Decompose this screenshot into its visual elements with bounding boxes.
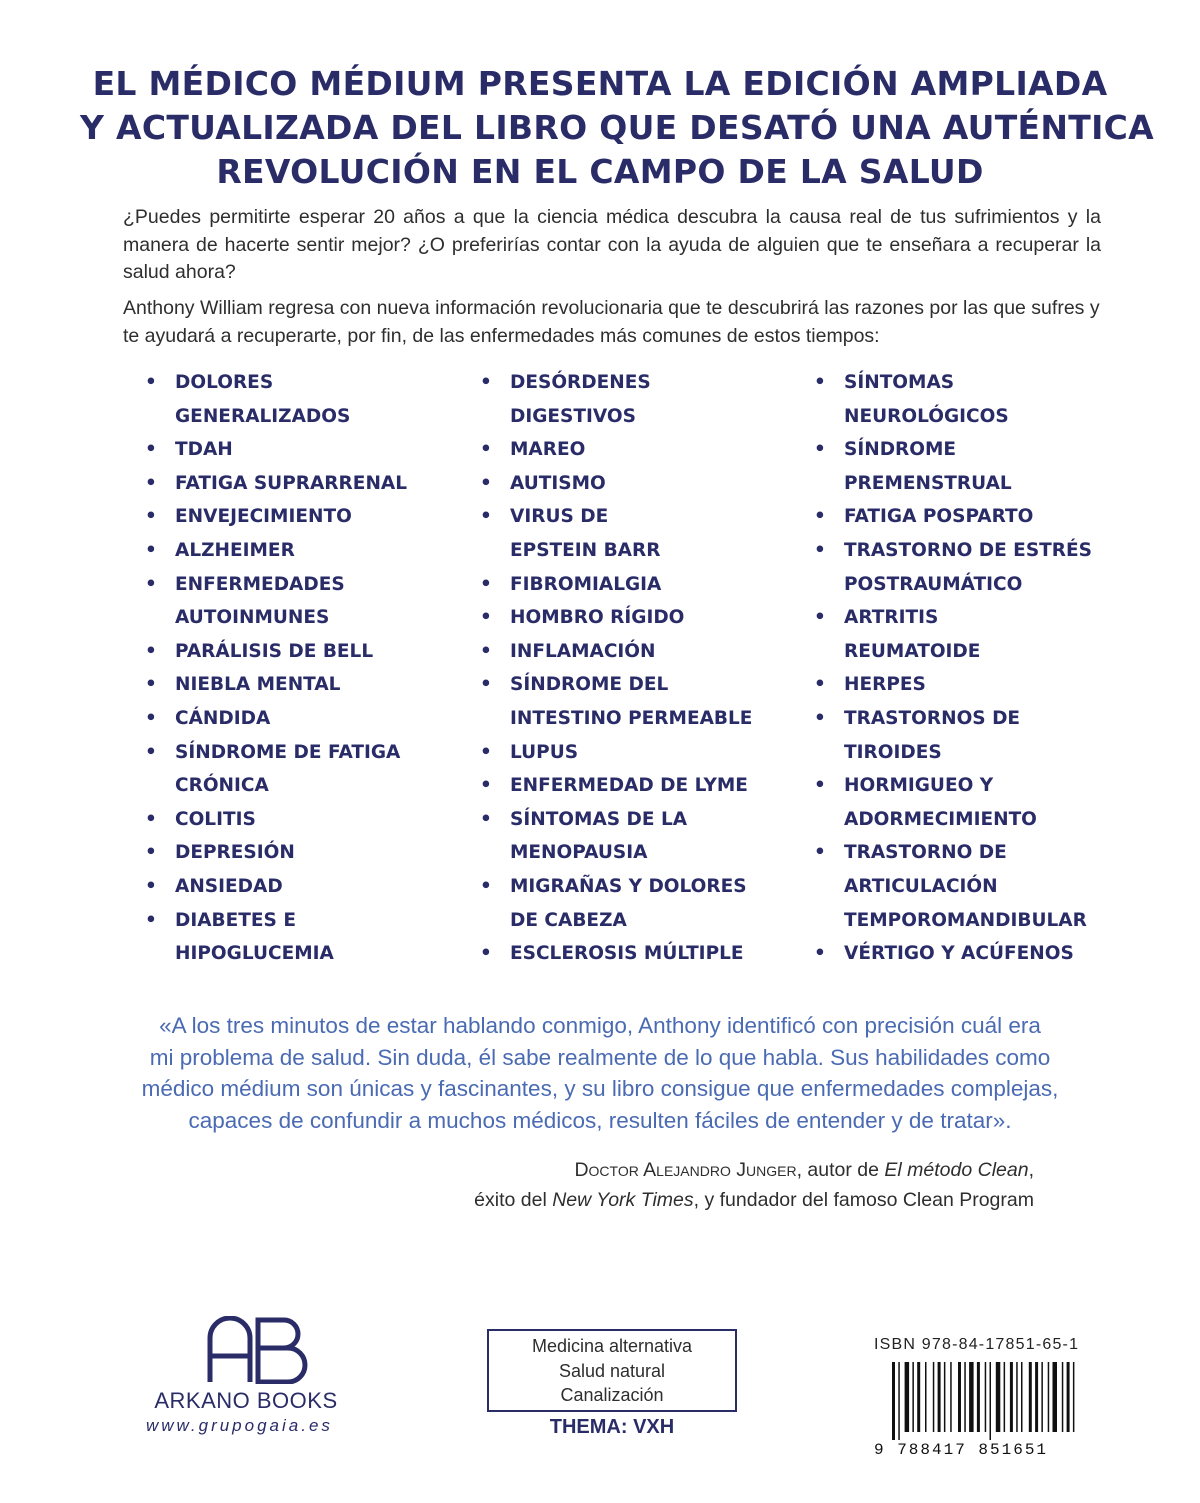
barcode-bar <box>898 1362 900 1440</box>
condition-item: • MIGRAÑAS Y DOLORES <box>480 870 752 904</box>
barcode-bar <box>944 1362 946 1432</box>
condition-item: AUTOINMUNES <box>175 607 330 629</box>
publisher-url: www.grupogaia.es <box>146 1416 333 1435</box>
condition-item: • COLITIS <box>145 803 407 837</box>
intro-paragraph-2 <box>123 295 1101 350</box>
condition-item: • HERPES <box>814 668 1092 702</box>
barcode-bar <box>1035 1362 1038 1432</box>
barcode-bar <box>1010 1362 1013 1432</box>
condition-item: • ARTRITIS <box>814 601 1092 635</box>
author-name: Doctor Alejandro Junger <box>574 1159 797 1181</box>
condition-item: • DIABETES E <box>145 904 407 938</box>
barcode-bar <box>964 1362 966 1432</box>
intro-line: Anthony William regresa con nueva información revolucionaria que te descubrirá las razones por las que sufres y <box>123 297 1100 319</box>
condition-item: • MAREO <box>480 433 752 467</box>
barcode-bar <box>917 1362 920 1432</box>
barcode-bar <box>1048 1362 1050 1432</box>
condition-item: • INFLAMACIÓN <box>480 635 752 669</box>
barcode-bar <box>969 1362 974 1432</box>
barcode-bar <box>996 1362 1001 1432</box>
condition-item: ARTICULACIÓN <box>844 875 998 897</box>
condition-item: • FATIGA SUPRARRENAL <box>145 467 407 501</box>
attribution-text: , <box>1028 1159 1034 1181</box>
barcode-bar <box>1041 1362 1043 1432</box>
attribution-text: , autor de <box>796 1159 885 1181</box>
condition-item: PREMENSTRUAL <box>844 472 1012 494</box>
barcode-bar <box>1053 1362 1058 1432</box>
condition-item: NEUROLÓGICOS <box>844 405 1009 427</box>
barcode-bar <box>892 1362 895 1440</box>
book-title: El método Clean <box>884 1159 1029 1181</box>
condition-item: • HOMBRO RÍGIDO <box>480 601 752 635</box>
condition-item: • HORMIGUEO Y <box>814 769 1092 803</box>
barcode-bar <box>958 1362 961 1432</box>
barcode-bar <box>1062 1362 1064 1432</box>
category-item: Canalización <box>560 1385 664 1405</box>
publisher-name: ARKANO BOOKS <box>154 1388 338 1413</box>
condition-item: HIPOGLUCEMIA <box>175 943 334 965</box>
headline-line: REVOLUCIÓN EN EL CAMPO DE LA SALUD <box>216 152 984 191</box>
condition-item: TEMPOROMANDIBULAR <box>844 909 1087 931</box>
quote-line: médico médium son únicas y fascinantes, y su libro consigue que enfermedades complejas, <box>141 1076 1059 1101</box>
publisher-logo <box>146 1316 366 1436</box>
barcode-bar <box>1016 1362 1018 1432</box>
condition-item: • TRASTORNO DE ESTRÉS <box>814 534 1092 568</box>
condition-item: • VÉRTIGO Y ACÚFENOS <box>814 937 1092 971</box>
barcode-bar <box>925 1362 927 1432</box>
condition-item: POSTRAUMÁTICO <box>844 573 1023 595</box>
isbn-barcode <box>872 1360 1076 1456</box>
testimonial-quote <box>110 1010 1090 1136</box>
condition-item: • SÍNDROME DE FATIGA <box>145 736 407 770</box>
quote-line: mi problema de salud. Sin duda, él sabe realmente de lo que habla. Sus habilidades como <box>149 1044 1051 1070</box>
headline-line: Y ACTUALIZADA DEL LIBRO QUE DESATÓ UNA AUTÉNTICA <box>80 108 1155 147</box>
barcode-bar <box>1029 1362 1032 1432</box>
condition-item: • ALZHEIMER <box>145 534 407 568</box>
headline <box>80 62 1155 194</box>
svg-text:AB: AB <box>204 1316 206 1317</box>
isbn-label: ISBN 978-84-17851-65-1 <box>874 1336 1080 1353</box>
conditions-column-2 <box>480 366 752 971</box>
conditions-column-3 <box>814 366 1092 971</box>
barcode-bar <box>1021 1362 1023 1432</box>
barcode-bar <box>933 1362 935 1432</box>
condition-item: • NIEBLA MENTAL <box>145 668 407 702</box>
headline-line: EL MÉDICO MÉDIUM PRESENTA LA EDICIÓN AMPLIADA <box>92 64 1108 103</box>
condition-item: • TRASTORNO DE <box>814 836 1092 870</box>
condition-item: • VIRUS DE <box>480 500 752 534</box>
condition-item: • TRASTORNOS DE <box>814 702 1092 736</box>
condition-item: CRÓNICA <box>175 775 269 797</box>
condition-item: DE CABEZA <box>510 909 627 931</box>
condition-item: • ESCLEROSIS MÚLTIPLE <box>480 937 752 971</box>
condition-item: • SÍNDROME <box>814 433 1092 467</box>
condition-item: • SÍNTOMAS <box>814 366 1092 400</box>
category-item: Salud natural <box>558 1360 666 1381</box>
attribution-text: , y fundador del famoso Clean Program <box>693 1189 1034 1211</box>
ab-monogram-logo <box>204 1316 308 1384</box>
condition-item: TIROIDES <box>844 741 942 763</box>
quote-line: capaces de confundir a muchos médicos, resulten fáciles de entender y de tratar». <box>188 1107 1012 1133</box>
condition-item: ADORMECIMIENTO <box>844 808 1037 830</box>
condition-item: MENOPAUSIA <box>510 842 648 864</box>
barcode-bar <box>1073 1362 1075 1432</box>
condition-item: • ENVEJECIMIENTO <box>145 500 407 534</box>
category-box <box>487 1329 737 1412</box>
barcode-digits: 9 788417 851651 <box>874 1441 1049 1456</box>
condition-item: • ANSIEDAD <box>145 870 407 904</box>
barcode-bar <box>905 1362 910 1432</box>
barcode-bar <box>1067 1362 1070 1432</box>
barcode-bar <box>912 1362 914 1432</box>
barcode-bar <box>1004 1362 1006 1432</box>
condition-item: • DESÓRDENES <box>480 366 752 400</box>
barcode-bar <box>950 1362 952 1432</box>
condition-item: • PARÁLISIS DE BELL <box>145 635 407 669</box>
barcode-bar <box>977 1362 980 1432</box>
conditions-column-1 <box>145 366 407 971</box>
quote-line: «A los tres minutos de estar hablando conmigo, Anthony identificó con precisión cuál era <box>159 1013 1041 1038</box>
barcode-bar <box>938 1362 941 1432</box>
condition-item: • SÍNTOMAS DE LA <box>480 803 752 837</box>
category-item: Medicina alternativa <box>531 1336 693 1356</box>
condition-item: • DOLORES <box>145 366 407 400</box>
condition-item: • SÍNDROME DEL <box>480 668 752 702</box>
condition-item: • FATIGA POSPARTO <box>814 500 1092 534</box>
newspaper-title: New York Times <box>552 1189 694 1211</box>
quote-attribution <box>234 1155 1034 1215</box>
condition-item: • CÁNDIDA <box>145 702 407 736</box>
condition-item: INTESTINO PERMEABLE <box>510 707 753 729</box>
condition-item: • FIBROMIALGIA <box>480 568 752 602</box>
condition-item: • DEPRESIÓN <box>145 836 407 870</box>
condition-item: EPSTEIN BARR <box>510 539 661 561</box>
barcode-bar <box>990 1362 992 1440</box>
condition-item: • ENFERMEDADES <box>145 568 407 602</box>
condition-item: • LUPUS <box>480 736 752 770</box>
condition-item: REUMATOIDE <box>844 640 981 662</box>
intro-line: te ayudará a recuperarte, por fin, de las enfermedades más comunes de estos tiempos: <box>123 324 880 347</box>
barcode-bar <box>985 1362 987 1432</box>
condition-item: • TDAH <box>145 433 407 467</box>
condition-item: GENERALIZADOS <box>175 405 351 427</box>
intro-paragraph: ¿Puedes permitirte esperar 20 años a que la ciencia médica descubra la causa real de tus sufrimientos y la manera de hacerte sentir mejor? ¿O preferirías contar con la ayuda de alguien que te enseñara a recuperar la salud ahora? <box>123 206 1101 283</box>
condition-item: • AUTISMO <box>480 467 752 501</box>
condition-item: • ENFERMEDAD DE LYME <box>480 769 752 803</box>
attribution-text: éxito del <box>474 1189 553 1211</box>
condition-item: DIGESTIVOS <box>510 405 636 427</box>
thema-code: THEMA: VXH <box>549 1416 675 1438</box>
